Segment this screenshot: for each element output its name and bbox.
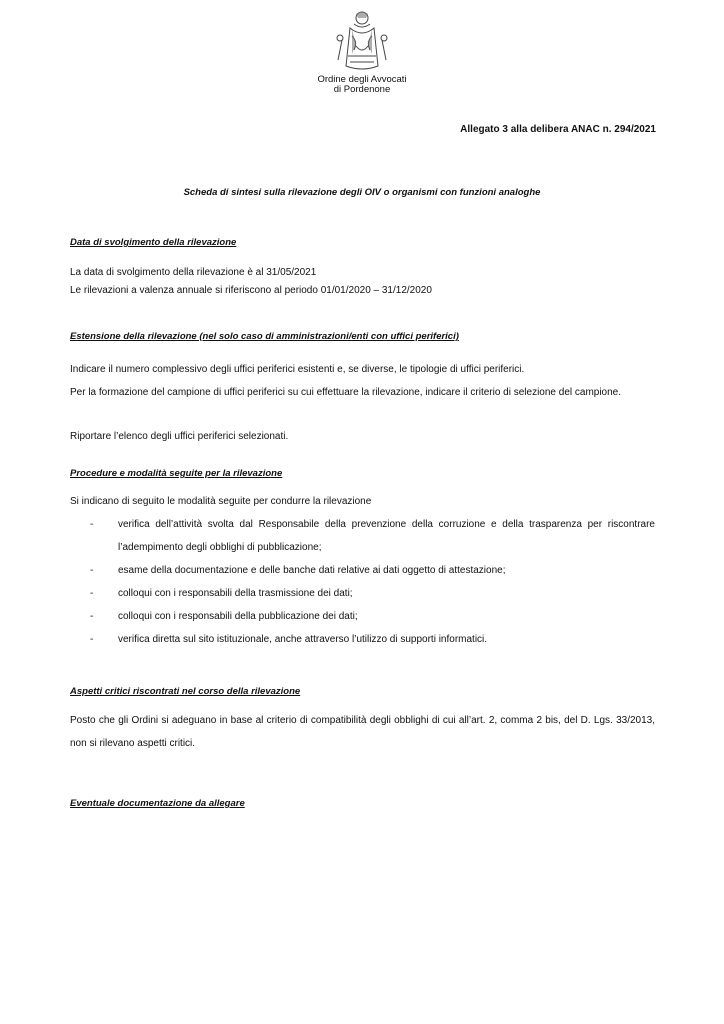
list-item-text: colloqui con i responsabili della pubblicazione dei dati; (118, 611, 358, 622)
bullet-marker: - (90, 565, 94, 576)
heading-procedure: Procedure e modalità seguite per la rilevazione (70, 468, 283, 479)
list-item-text: verifica diretta sul sito istituzionale, anche attraverso l’utilizzo di supporti informatici. (118, 634, 488, 645)
estensione-paragraph-2: Per la formazione del campione di uffici periferici su cui effettuare la rilevazione, indicare il criterio di selezione del campione. (70, 387, 622, 398)
estensione-paragraph-3: Riportare l’elenco degli uffici periferici selezionati. (70, 431, 289, 442)
heading-data-rilevazione: Data di svolgimento della rilevazione (70, 237, 237, 248)
heading-aspetti-critici: Aspetti critici riscontrati nel corso della rilevazione (70, 686, 301, 697)
aspetti-paragraph: Posto che gli Ordini si adeguano in base al criterio di compatibilità degli obblighi di cui all’art. 2, comma 2 bis, del D. Lgs. 33/2013, non si rilevano aspetti critici. (70, 715, 655, 749)
list-item-text: verifica dell’attività svolta dal Responsabile della prevenzione della corruzione e della trasparenza per riscontrare l’adempimento degli obblighi di pubblicazione; (118, 519, 655, 553)
bullet-marker: - (90, 611, 94, 622)
list-item (70, 582, 655, 605)
allegato-reference: Allegato 3 alla delibera ANAC n. 294/2021 (460, 124, 656, 135)
procedure-intro: Si indicano di seguito le modalità seguite per condurre la rilevazione (70, 496, 372, 507)
logo (314, 10, 410, 94)
logo-text-line1: Ordine degli Avvocati (317, 74, 407, 85)
heading-documentazione: Eventuale documentazione da allegare (70, 798, 245, 809)
list-item-text: esame della documentazione e delle banche dati relative ai dati oggetto di attestazione; (118, 565, 506, 576)
bullet-marker: - (90, 519, 94, 530)
procedure-list (70, 513, 655, 651)
logo-text-line2: di Pordenone (333, 84, 391, 95)
list-item (70, 605, 655, 628)
document-title: Scheda di sintesi sulla rilevazione degli OIV o organismi con funzioni analoghe (183, 187, 541, 198)
estensione-paragraph-1: Indicare il numero complessivo degli uffici periferici esistenti e, se diverse, le tipologie di uffici periferici. (70, 364, 525, 375)
bullet-marker: - (90, 588, 94, 599)
list-item-text: colloqui con i responsabili della trasmissione dei dati; (118, 588, 353, 599)
list-item (70, 559, 655, 582)
list-item (70, 628, 655, 651)
list-item (70, 513, 655, 559)
data-line-1: La data di svolgimento della rilevazione è al 31/05/2021 (70, 267, 317, 278)
data-line-2: Le rilevazioni a valenza annuale si riferiscono al periodo 01/01/2020 – 31/12/2020 (70, 285, 432, 296)
bullet-marker: - (90, 634, 94, 645)
emblem-icon (332, 10, 392, 74)
heading-estensione: Estensione della rilevazione (nel solo caso di amministrazioni/enti con uffici periferici) (70, 331, 459, 342)
